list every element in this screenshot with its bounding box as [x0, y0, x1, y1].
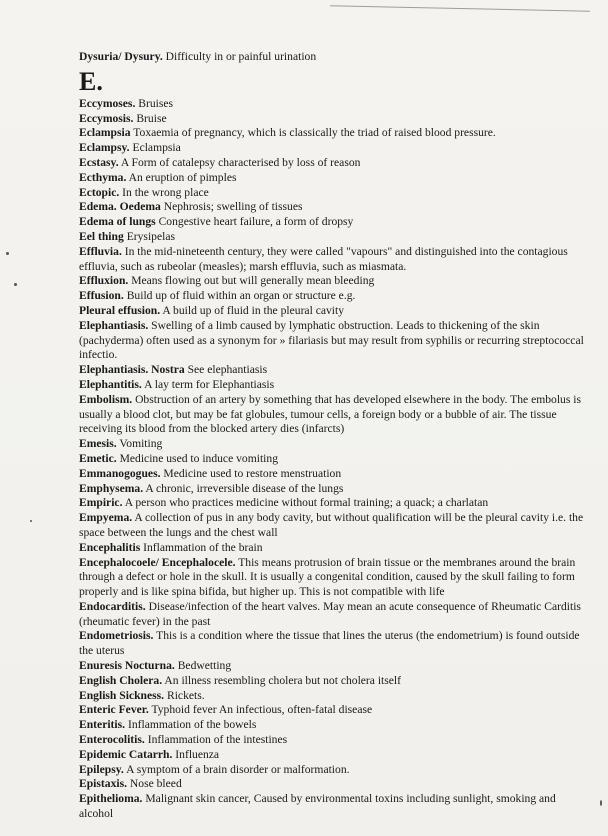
entry-term: Elephantiasis. Nostra [79, 363, 185, 377]
entry-term: Edema of lungs [79, 215, 156, 229]
entry-definition: A symptom of a brain disorder or malformation. [126, 762, 350, 776]
entry-definition: This is a condition where the tissue that lines the uterus (the endometrium) is found outside the uterus [79, 629, 580, 658]
entry-definition: Build up of fluid within an organ or structure e.g. [126, 289, 356, 303]
entry-term: English Sickness. [79, 688, 165, 702]
entry-term: Endometriosis. [79, 629, 154, 643]
entry-term: Edema. Oedema [79, 200, 161, 214]
entry-definition: Bruises [138, 96, 174, 110]
entry-term: Effluvia. [79, 244, 122, 258]
entry-term: Eccymoses. [79, 96, 136, 110]
glossary-entry-list [79, 97, 584, 822]
entry-definition: Difficulty in or painful urination [165, 50, 317, 63]
entry-term: Effusion. [79, 289, 124, 303]
entry-term: Ecstasy. [79, 155, 119, 169]
glossary-entry [79, 748, 584, 763]
entry-term: Enuresis Nocturna. [79, 659, 175, 673]
entry-term: Empiric. [79, 496, 123, 510]
entry-definition: Vomiting [119, 437, 163, 451]
entry-definition: Influenza [175, 747, 220, 761]
entry-term: Enteritis. [79, 718, 126, 732]
entry-definition: An illness resembling cholera but not cholera itself [164, 673, 402, 687]
entry-definition: Nose bleed [129, 777, 182, 791]
entry-definition: Medicine used to restore menstruation [163, 466, 342, 480]
glossary-entry [79, 496, 584, 511]
entry-term: Epithelioma. [79, 792, 143, 806]
entry-term: Epistaxis. [79, 777, 127, 791]
entry-term: Eel thing [79, 229, 124, 243]
scan-speck [600, 800, 602, 806]
entry-term: Epilepsy. [79, 762, 124, 776]
glossary-entry [79, 718, 584, 733]
glossary-entry [79, 289, 584, 304]
entry-term: Emetic. [79, 451, 117, 465]
entry-definition: An eruption of pimples [128, 170, 237, 184]
entry-term: Eclampsia [79, 126, 131, 140]
entry-definition: See elephantiasis [187, 363, 268, 377]
glossary-entry [79, 274, 584, 289]
entry-definition: Inflammation of the bowels [127, 718, 257, 732]
scan-speck [30, 520, 32, 522]
entry-term: Ecthyma. [79, 170, 127, 184]
glossary-entry-dysuria [79, 50, 584, 65]
entry-definition: This means protrusion of brain tissue or the membranes around the brain through a defect or hole in the skull. It is usually a congenital condition, caused by the skull failing to form properly and is like spina bifida, but higher up. This is not compatible with life [79, 555, 576, 599]
entry-definition: A Form of catalepsy characterised by loss of reason [120, 155, 361, 169]
glossary-entry [79, 171, 584, 186]
entry-definition: A build up of fluid in the pleural cavity [162, 303, 345, 317]
entry-definition: Obstruction of an artery by something that has developed elsewhere in the body. The embolus is usually a blood clot, but may be fat globules, tumour cells, a foreign body or a bubble of air. The tissue receiving its blood from the blocked artery dies (infarcts) [79, 392, 581, 436]
scan-edge-line [330, 5, 590, 11]
glossary-entry [79, 629, 584, 659]
entry-term: Eccymosis. [79, 111, 134, 125]
entry-term: Enteric Fever. [79, 703, 149, 717]
entry-definition: Bedwetting [177, 659, 232, 673]
glossary-entry [79, 230, 584, 245]
entry-definition: Eclampsia [132, 141, 181, 155]
entry-definition: Congestive heart failure, a form of dropsy [158, 215, 354, 229]
entry-definition: In the mid-nineteenth century, they were called "vapours" and distinguished into the contagious effluvia, such as rubeolar (measles); marsh effluvia, such as miasmata. [79, 244, 568, 273]
glossary-entry [79, 141, 584, 156]
entry-term: Pleural effusion. [79, 303, 161, 317]
glossary-entry [79, 703, 584, 718]
glossary-entry [79, 511, 584, 541]
entry-definition: Erysipelas [126, 229, 175, 243]
glossary-entry [79, 600, 584, 630]
entry-term: Emesis. [79, 437, 117, 451]
glossary-entry [79, 97, 584, 112]
entry-term: Emphysema. [79, 481, 144, 495]
entry-term: Endocarditis. [79, 599, 146, 613]
glossary-entry [79, 556, 584, 600]
entry-definition: Inflammation of the intestines [147, 733, 288, 747]
entry-definition: Toxaemia of pregnancy, which is classically the triad of raised blood pressure. [133, 126, 496, 140]
entry-definition: A collection of pus in any body cavity, but without qualification will be the pleural cavity i.e. the space between the lungs and the chest wall [79, 511, 584, 539]
glossary-entry [79, 200, 584, 215]
glossary-entry [79, 482, 584, 497]
entry-definition: Nephrosis; swelling of tissues [163, 200, 303, 214]
glossary-entry [79, 452, 584, 467]
glossary-entry [79, 112, 584, 127]
entry-definition: A chronic, irreversible disease of the lungs [145, 481, 344, 495]
entry-definition: A person who practices medicine without formal training; a quack; a charlatan [124, 496, 489, 510]
entry-definition: Inflammation of the brain [143, 540, 263, 554]
entry-term: Encephalocoele/ Encephalocele. [79, 555, 236, 569]
entry-term: Enterocolitis. [79, 733, 145, 747]
entry-term: Dysuria/ Dysury. [79, 50, 163, 63]
entry-term: Emmanogogues. [79, 466, 161, 480]
glossary-entry [79, 126, 584, 141]
glossary-entry [79, 792, 584, 822]
entry-term: Encephalitis [79, 540, 141, 554]
entry-definition: Medicine used to induce vomiting [119, 451, 278, 465]
entry-term: Eclampsy. [79, 141, 130, 155]
entry-term: Embolism. [79, 392, 133, 406]
glossary-entry [79, 659, 584, 674]
section-letter-heading: E. [79, 66, 103, 96]
glossary-entry [79, 363, 584, 378]
entry-definition: Means flowing out but will generally mean bleeding [131, 274, 375, 288]
glossary-entry [79, 467, 584, 482]
glossary-entry [79, 156, 584, 171]
glossary-entry [79, 186, 584, 201]
glossary-entry [79, 763, 584, 778]
entry-definition: Malignant skin cancer, Caused by environmental toxins including sunlight, smoking and alcohol [79, 792, 556, 821]
glossary-entry [79, 378, 584, 393]
entry-definition: In the wrong place [122, 185, 209, 199]
entry-definition: Rickets. [166, 688, 205, 702]
glossary-entry [79, 319, 584, 363]
scan-speck [6, 252, 9, 255]
entry-term: Elephantiasis. [79, 318, 149, 332]
entry-term: Epidemic Catarrh. [79, 747, 173, 761]
glossary-entry [79, 689, 584, 704]
glossary-entry [79, 245, 584, 275]
glossary-entry [79, 215, 584, 230]
entry-term: Ectopic. [79, 185, 120, 199]
glossary-entry [79, 393, 584, 437]
entry-definition: Typhoid fever An infectious, often-fatal disease [151, 703, 373, 717]
entry-term: English Cholera. [79, 673, 163, 687]
glossary-entry [79, 777, 584, 792]
glossary-content [79, 50, 584, 822]
entry-definition: Bruise [136, 111, 167, 125]
entry-term: Effluxion. [79, 274, 129, 288]
entry-definition: Swelling of a limb caused by lymphatic obstruction. Leads to thickening of the skin (pachyderma) often used as a synonym for » filariasis but may result from syphilis or recurring streptococcal infectio. [79, 318, 584, 362]
glossary-entry [79, 674, 584, 689]
entry-definition: Disease/infection of the heart valves. May mean an acute consequence of Rheumatic Carditis (rheumatic fever) in the past [79, 599, 581, 628]
glossary-entry [79, 304, 584, 319]
scan-speck [14, 283, 17, 286]
entry-term: Empyema. [79, 511, 133, 525]
entry-term: Elephantitis. [79, 377, 142, 391]
glossary-entry [79, 541, 584, 556]
glossary-entry [79, 733, 584, 748]
entry-definition: A lay term for Elephantiasis [144, 377, 275, 391]
glossary-entry [79, 437, 584, 452]
